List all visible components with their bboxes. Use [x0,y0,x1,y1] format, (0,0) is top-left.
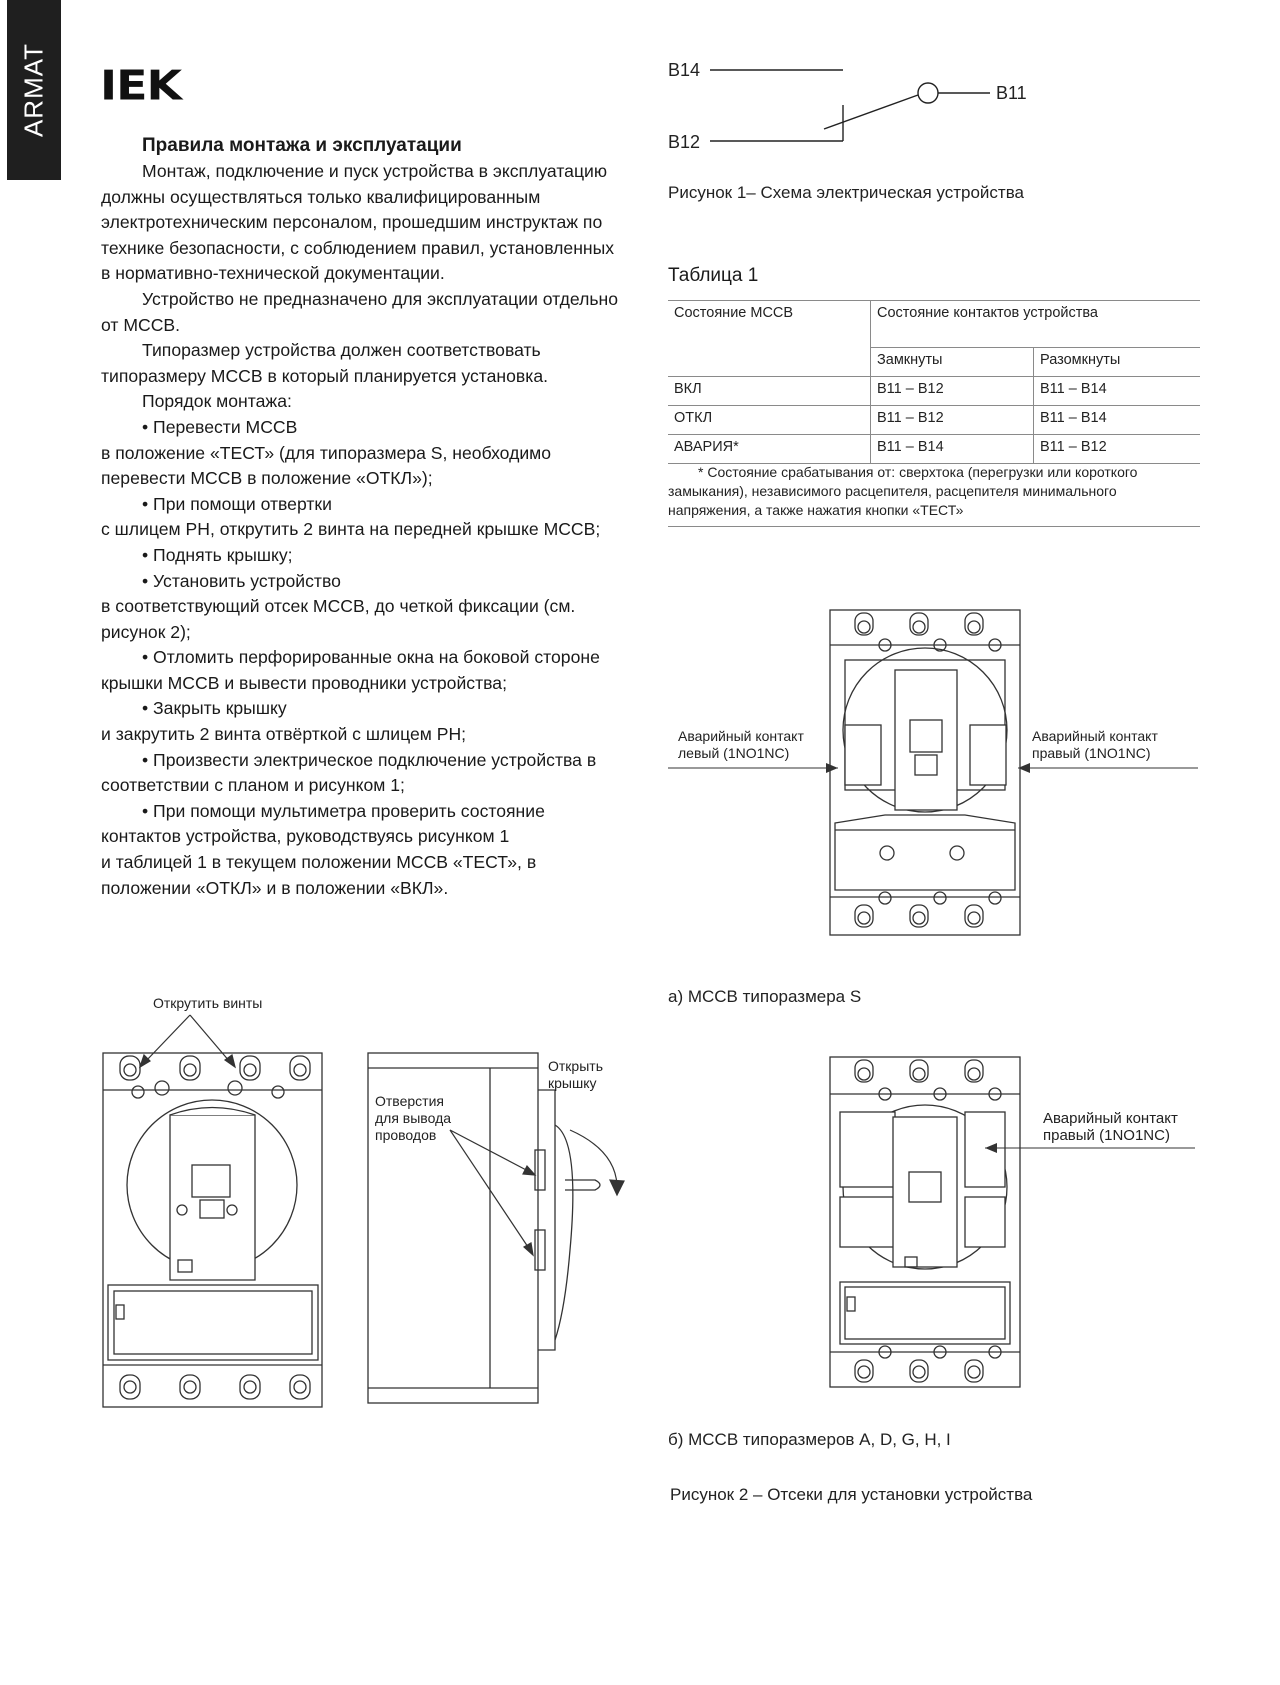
cell-closed: B11 – B12 [871,406,1034,435]
section-title: Правила монтажа и эксплуатации [142,135,462,156]
head-closed: Замкнуты [871,348,1034,377]
brand-logo: IEK [100,60,182,110]
table-row [668,377,1200,406]
label-b14: B14 [668,60,701,80]
bullet-item: • Отломить перфорированные окна на боковой стороне крышки МССВ и вывести проводники устройства; [101,647,600,693]
bullet-item: • При помощи мультиметра проверить состояние контактов устройства, руководствуясь рисунком 1 [101,800,545,847]
paragraph: и закрутить 2 винта отвёрткой с шлицем РН; [101,724,467,745]
cell-state: ОТКЛ [668,406,871,435]
holes-label: Отверстия для вывода проводов [375,1093,452,1143]
paragraph: Монтаж, подключение и пуск устройства в эксплуатацию должны осуществляться только квалифицированным электротехническим персоналом, прошедшим инструктаж по технике безопасности, с соблюдением правил, установленных в нормативно-технической документации. [101,161,615,284]
figure2b-caption: б) МССВ типоразмеров A, D, G, H, I [668,1430,951,1449]
paragraph: Устройство не предназначено для эксплуатации отдельно от МССВ. [101,288,619,335]
cell-open: B11 – B14 [1034,406,1201,435]
cell-closed: B11 – B14 [871,435,1034,464]
table-row [668,435,1200,464]
bullet-item: • При помощи отвертки [142,493,332,514]
paragraph: в соответствующий отсек МССВ, до четкой фиксации (см. рисунок 2); [101,596,576,642]
head-contacts: Состояние контактов устройства [871,301,1201,348]
emergency-contact-pointers [668,760,1208,780]
cell-state: ВКЛ [668,377,871,406]
table-footnote: * Состояние срабатывания от: сверхтока (перегрузки или короткого замыкания), независимого расцепителя, расцепителя минимального напряжения, а также нажатия кнопки «ТЕСТ» [668,463,1200,527]
paragraph: Порядок монтажа: [142,391,292,412]
left-contact-label: Аварийный контакт левый (1NO1NC) [678,728,804,761]
bullet-item: • Произвести электрическое подключение устройства в соответствии с планом и рисунком 1; [101,749,597,796]
paragraph: с шлицем РН, открутить 2 винта на передней крышке МССВ; [101,519,601,540]
head-open: Разомкнуты [1034,348,1201,377]
side-tab-text: ARMAT [18,42,49,138]
bullet-item: • Перевести МССВ [142,416,298,437]
installation-rules [101,133,621,901]
label-b11: B11 [996,83,1027,103]
cell-open: B11 – B14 [1034,377,1201,406]
electrical-schematic [660,50,1080,160]
table-row [668,406,1200,435]
right-contact-label: Аварийный контакт правый (1NO1NC) [1032,728,1158,761]
cell-state: АВАРИЯ* [668,435,871,464]
paragraph: и таблицей 1 в текущем положении МССВ «ТЕСТ», в положении «ОТКЛ» и в положении «ВКЛ». [101,852,537,898]
screws-label: Открутить винты [153,995,263,1011]
figure2a-caption: а) МССВ типоразмера S [668,987,862,1006]
figure1-caption: Рисунок 1– Схема электрическая устройства [668,183,1025,202]
open-cover-label: Открыть крышку [548,1058,603,1091]
mccb-size-adghi-drawing [825,1052,1025,1392]
right-contact-label-b: Аварийный контакт правый (1NO1NC) [1043,1110,1178,1144]
figure2-caption: Рисунок 2 – Отсеки для установки устройства [670,1485,1033,1504]
head-state: Состояние МССВ [668,301,871,377]
table-title: Таблица 1 [668,265,759,286]
cell-closed: B11 – B12 [871,377,1034,406]
side-tab [7,0,61,180]
paragraph: Типоразмер устройства должен соответствовать типоразмеру МССВ в который планируется установка. [101,340,549,386]
paragraph: в положение «ТЕСТ» (для типоразмера S, необходимо перевести МССВ в положение «ОТКЛ»); [101,442,552,489]
bullet-item: • Установить устройство [142,570,341,591]
bullet-item: • Закрыть крышку [142,698,287,719]
bullet-item: • Поднять крышку; [142,544,293,565]
contacts-table [668,300,1200,464]
label-b12: B12 [668,132,701,152]
cell-open: B11 – B12 [1034,435,1201,464]
mccb-front-drawing [100,1050,325,1410]
